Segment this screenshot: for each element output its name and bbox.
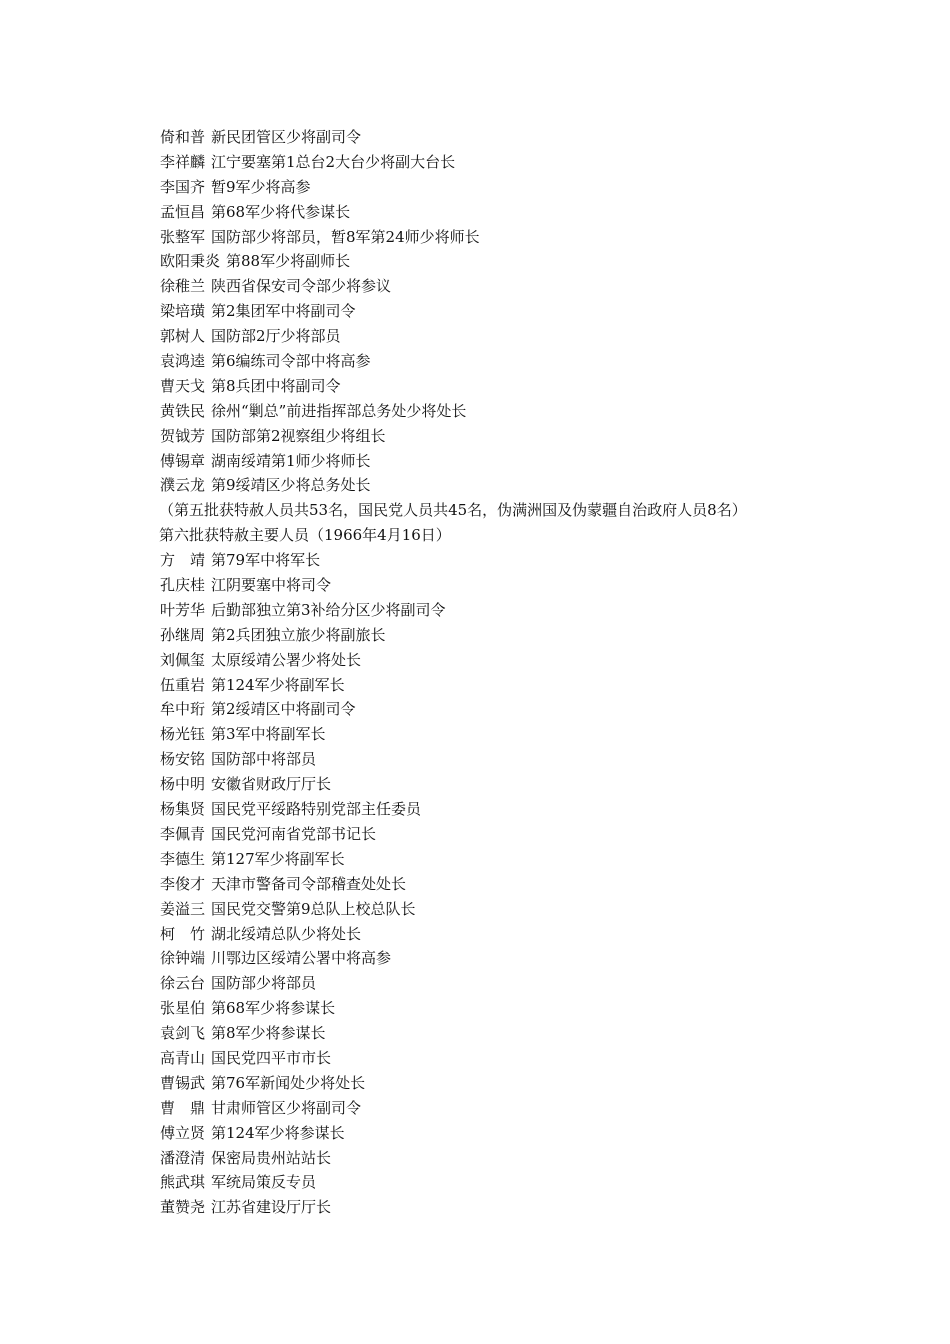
person-name: 梁培璜 bbox=[160, 302, 206, 321]
list-item bbox=[160, 996, 820, 1021]
person-name: 欧阳秉炎 bbox=[160, 252, 221, 271]
person-title: 太原绥靖公署少将处长 bbox=[211, 650, 362, 669]
list-item bbox=[160, 697, 820, 722]
person-name: 倚和普 bbox=[160, 128, 206, 146]
section-note: 第六批获特赦主要人员（1966年4月16日） bbox=[159, 526, 451, 545]
person-title: 天津市警备司令部稽查处处长 bbox=[211, 874, 407, 893]
person-title: 第124军少将副军长 bbox=[211, 675, 345, 694]
list-item bbox=[160, 424, 820, 449]
list-item bbox=[160, 175, 820, 200]
list-item bbox=[160, 473, 820, 498]
person-title: 第124军少将参谋长 bbox=[211, 1123, 345, 1142]
person-name: 李祥麟 bbox=[160, 152, 206, 171]
person-title: 国防部少将部员，暂8军第24师少将师长 bbox=[211, 227, 480, 246]
list-item bbox=[160, 673, 820, 698]
person-title: 第6编练司令部中将高参 bbox=[211, 352, 371, 371]
list-item bbox=[160, 449, 820, 474]
person-name: 袁剑飞 bbox=[160, 1024, 206, 1043]
person-title: 国民党交警第9总队上校总队长 bbox=[211, 899, 416, 918]
list-item bbox=[160, 299, 820, 324]
person-name: 方 靖 bbox=[160, 551, 206, 570]
person-title: 江宁要塞第1总台2大台少将副大台长 bbox=[211, 152, 456, 171]
person-name: 熊武琪 bbox=[160, 1173, 206, 1192]
person-name: 伍重岩 bbox=[160, 675, 206, 694]
section-text bbox=[159, 523, 820, 548]
person-title: 国民党河南省党部书记长 bbox=[211, 824, 377, 843]
list-item bbox=[160, 1121, 820, 1146]
list-item bbox=[160, 822, 820, 847]
list-item bbox=[160, 1096, 820, 1121]
person-name: 杨光钰 bbox=[160, 725, 206, 744]
section-text bbox=[159, 498, 820, 523]
person-name: 袁鸿逵 bbox=[160, 352, 206, 371]
person-name: 杨安铭 bbox=[160, 750, 206, 769]
person-title: 第8兵团中将副司令 bbox=[211, 376, 341, 395]
person-name: 傅锡章 bbox=[160, 451, 206, 470]
list-item bbox=[160, 249, 820, 274]
person-name: 孙继周 bbox=[160, 625, 206, 644]
person-name: 黄铁民 bbox=[160, 401, 206, 420]
list-item bbox=[160, 274, 820, 299]
list-item bbox=[160, 897, 820, 922]
person-title: 安徽省财政厅厅长 bbox=[211, 775, 332, 794]
person-name: 徐稚兰 bbox=[160, 277, 206, 296]
person-name: 李俊才 bbox=[160, 874, 206, 893]
person-name: 牟中珩 bbox=[160, 700, 206, 719]
person-title: 保密局贵州站站长 bbox=[211, 1148, 332, 1167]
person-title: 国民党四平市市长 bbox=[211, 1048, 332, 1067]
person-title: 甘肃师管区少将副司令 bbox=[211, 1098, 362, 1117]
list-item bbox=[160, 1195, 820, 1220]
person-name: 刘佩玺 bbox=[160, 650, 206, 669]
person-name: 杨集贤 bbox=[160, 800, 206, 819]
person-name: 孔庆桂 bbox=[160, 576, 206, 595]
person-name: 徐钟端 bbox=[160, 949, 206, 968]
person-name: 姜溢三 bbox=[160, 899, 206, 918]
person-title: 第9绥靖区少将总务处长 bbox=[211, 476, 371, 495]
list-item bbox=[160, 150, 820, 175]
list-item bbox=[160, 324, 820, 349]
list-item bbox=[160, 399, 820, 424]
list-item bbox=[160, 1046, 820, 1071]
person-title: 第3军中将副军长 bbox=[211, 725, 326, 744]
list-item bbox=[160, 946, 820, 971]
person-name: 潘澄清 bbox=[160, 1148, 206, 1167]
list-item bbox=[160, 648, 820, 673]
person-name: 杨中明 bbox=[160, 775, 206, 794]
person-title: 国民党平绥路特别党部主任委员 bbox=[211, 800, 422, 819]
list-item bbox=[160, 747, 820, 772]
person-title: 江苏省建设厅厅长 bbox=[211, 1198, 332, 1217]
list-item bbox=[160, 872, 820, 897]
list-item bbox=[160, 225, 820, 250]
person-title: 陕西省保安司令部少将参议 bbox=[211, 277, 392, 296]
person-title: 第79军中将军长 bbox=[211, 551, 321, 570]
list-item bbox=[160, 797, 820, 822]
person-title: 湖南绥靖第1师少将师长 bbox=[211, 451, 371, 470]
list-item bbox=[160, 125, 820, 150]
person-title: 湖北绥靖总队少将处长 bbox=[211, 924, 362, 943]
list-item bbox=[160, 349, 820, 374]
list-item bbox=[160, 200, 820, 225]
person-title: 第68军少将代参谋长 bbox=[211, 202, 351, 221]
person-title: 国防部中将部员 bbox=[211, 750, 317, 769]
person-name: 郭树人 bbox=[160, 327, 206, 346]
person-title: 军统局策反专员 bbox=[211, 1173, 317, 1192]
person-name: 李德生 bbox=[160, 849, 206, 868]
list-item bbox=[160, 623, 820, 648]
list-item bbox=[160, 1021, 820, 1046]
person-title: 第76军新闻处少将处长 bbox=[211, 1073, 366, 1092]
person-title: 第2集团军中将副司令 bbox=[211, 302, 356, 321]
person-title: 第127军少将副军长 bbox=[211, 849, 345, 868]
person-name: 贺钺芳 bbox=[160, 426, 206, 445]
person-title: 第8军少将参谋长 bbox=[211, 1024, 326, 1043]
person-name: 董赞尧 bbox=[160, 1198, 206, 1217]
person-title: 第68军少将参谋长 bbox=[211, 999, 336, 1018]
list-item bbox=[160, 722, 820, 747]
person-name: 曹锡武 bbox=[160, 1073, 206, 1092]
person-title: 江阴要塞中将司令 bbox=[211, 576, 332, 595]
person-name: 曹 鼎 bbox=[160, 1098, 206, 1117]
list-item bbox=[160, 1146, 820, 1171]
person-title: 暂9军少将高参 bbox=[211, 177, 311, 196]
person-title: 后勤部独立第3补给分区少将副司令 bbox=[211, 600, 446, 619]
person-title: 川鄂边区绥靖公署中将高参 bbox=[211, 949, 392, 968]
person-name: 柯 竹 bbox=[160, 924, 206, 943]
list-item bbox=[160, 1071, 820, 1096]
person-name: 张星伯 bbox=[160, 999, 206, 1018]
list-item bbox=[160, 1170, 820, 1195]
person-name: 曹天戈 bbox=[160, 376, 206, 395]
list-item bbox=[160, 847, 820, 872]
list-item bbox=[160, 922, 820, 947]
person-title: 国防部少将部员 bbox=[211, 974, 317, 993]
list-item bbox=[160, 598, 820, 623]
person-name: 孟恒昌 bbox=[160, 202, 206, 221]
list-item bbox=[160, 772, 820, 797]
person-title: 国防部2厅少将部员 bbox=[211, 327, 341, 346]
list-item bbox=[160, 374, 820, 399]
person-name: 张整军 bbox=[160, 227, 206, 246]
person-title: 第2兵团独立旅少将副旅长 bbox=[211, 625, 386, 644]
person-title: 徐州“剿总”前进指挥部总务处少将处长 bbox=[211, 401, 467, 420]
person-name: 高青山 bbox=[160, 1048, 206, 1067]
person-name: 傅立贤 bbox=[160, 1123, 206, 1142]
person-title: 新民团管区少将副司令 bbox=[211, 128, 362, 146]
person-name: 李佩青 bbox=[160, 824, 206, 843]
person-title: 第2绥靖区中将副司令 bbox=[211, 700, 356, 719]
person-title: 第88军少将副师长 bbox=[226, 252, 351, 271]
list-item bbox=[160, 573, 820, 598]
name-list bbox=[160, 125, 820, 1220]
person-name: 濮云龙 bbox=[160, 476, 206, 495]
list-item bbox=[160, 971, 820, 996]
person-name: 徐云台 bbox=[160, 974, 206, 993]
list-item bbox=[160, 548, 820, 573]
section-note: （第五批获特赦人员共53名，国民党人员共45名，伪满洲国及伪蒙疆自治政府人员8名） bbox=[159, 501, 747, 520]
person-name: 叶芳华 bbox=[160, 600, 206, 619]
person-name: 李国齐 bbox=[160, 177, 206, 196]
person-title: 国防部第2视察组少将组长 bbox=[211, 426, 386, 445]
